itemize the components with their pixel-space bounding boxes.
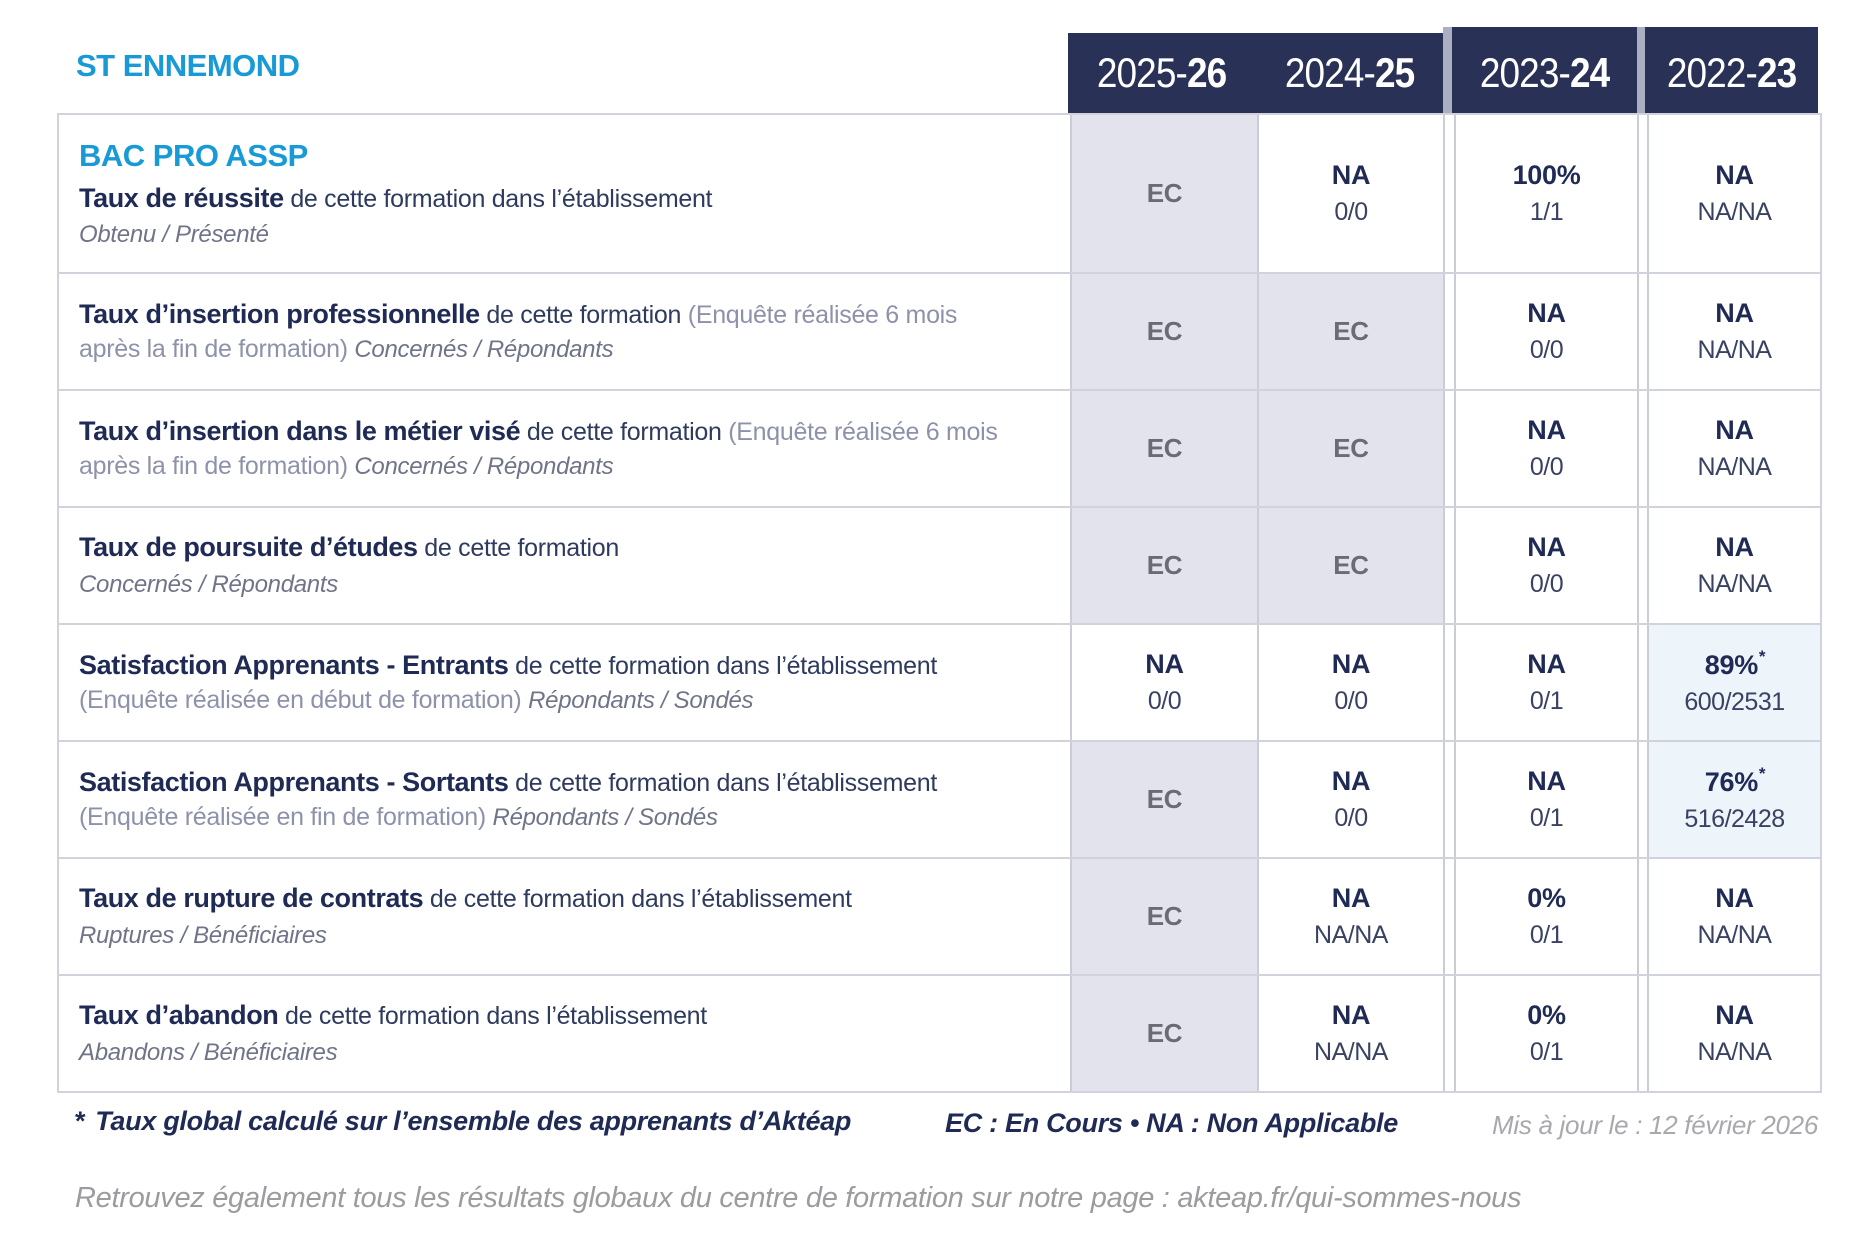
column-gutter <box>1445 859 1454 974</box>
column-gutter <box>1445 508 1454 623</box>
cell-sub-value: NA/NA <box>1697 453 1772 481</box>
table-row <box>59 115 1820 272</box>
value-cell <box>1647 625 1820 740</box>
value-cell <box>1647 274 1820 389</box>
cell-main-value: NA <box>1715 160 1754 190</box>
cell-main-value: 89%* <box>1704 646 1766 680</box>
cell-sub-value: NA/NA <box>1314 1038 1388 1066</box>
results-table <box>57 113 1822 1093</box>
row-label-text: Satisfaction Apprenants - Entrants de cette formation dans l’établissement (Enquête réalisée en début de formation) Répondants / Sondés <box>79 650 937 714</box>
cell-sub-value: NA/NA <box>1697 198 1772 226</box>
row-label-text: Taux d’insertion professionnelle de cette formation (Enquête réalisée 6 mois après la fin de formation) Concernés / Répondants <box>79 299 958 363</box>
cell-main-value: NA <box>1715 532 1754 562</box>
value-cell <box>1454 976 1639 1091</box>
asterisk: * <box>1758 646 1766 666</box>
column-gutter <box>1639 625 1647 740</box>
legend: EC : En Cours • NA : Non Applicable <box>945 1108 1398 1138</box>
cell-sub-value: 0/1 <box>1529 804 1564 832</box>
row-label-text: Satisfaction Apprenants - Sortants de cette formation dans l’établissement (Enquête réalisée en fin de formation) Répondants / Sondés <box>79 767 937 831</box>
value-cell <box>1454 859 1639 974</box>
value-cell <box>1257 115 1445 272</box>
column-gutter <box>1445 976 1454 1091</box>
row-label-text: Taux de poursuite d’études de cette formation <box>79 532 620 563</box>
cell-main-value: EC <box>1146 1018 1183 1048</box>
row-label <box>59 508 1070 623</box>
cell-main-value: EC <box>1333 550 1369 580</box>
value-cell <box>1454 274 1639 389</box>
column-gutter <box>1445 391 1454 506</box>
row-sublabel: Ruptures / Bénéficiaires <box>79 921 327 949</box>
asterisk: * <box>75 1106 86 1136</box>
footer-note: Retrouvez également tous les résultats globaux du centre de formation sur notre page : akteap.fr/qui-sommes-nous <box>75 1182 1522 1214</box>
cell-sub-value: 0/0 <box>1334 804 1368 832</box>
cell-sub-value: 0/0 <box>1334 687 1368 715</box>
value-cell <box>1070 625 1257 740</box>
table-row <box>59 623 1820 740</box>
cell-sub-value: 0/1 <box>1529 921 1564 949</box>
row-sublabel: Abandons / Bénéficiaires <box>79 1038 338 1066</box>
year-header-group <box>1068 33 1443 113</box>
column-gutter <box>1445 742 1454 857</box>
updated-date: Mis à jour le : 12 février 2026 <box>1492 1110 1818 1140</box>
header-divider <box>1637 27 1645 119</box>
row-label <box>59 625 1070 740</box>
footnote: * Taux global calculé sur l’ensemble des apprenants d’Aktéap <box>75 1106 852 1136</box>
row-label <box>59 115 1070 272</box>
cell-sub-value: 0/0 <box>1529 453 1564 481</box>
value-cell <box>1070 115 1257 272</box>
cell-main-value: EC <box>1146 784 1183 814</box>
cell-main-value: NA <box>1331 1000 1371 1030</box>
column-gutter <box>1445 115 1454 272</box>
cell-main-value: NA <box>1331 883 1371 913</box>
cell-sub-value: 0/1 <box>1529 1038 1564 1066</box>
year-header-2022-23: 2022-23 <box>1645 27 1818 119</box>
cell-sub-value: NA/NA <box>1697 336 1772 364</box>
cell-sub-value: 0/0 <box>1529 336 1564 364</box>
cell-sub-value: NA/NA <box>1314 921 1388 949</box>
row-sublabel: Obtenu / Présenté <box>79 221 269 249</box>
cell-main-value: EC <box>1146 178 1183 208</box>
cell-main-value: EC <box>1146 433 1183 463</box>
cell-main-value: EC <box>1333 433 1369 463</box>
column-gutter <box>1639 508 1647 623</box>
cell-main-value: 0% <box>1527 883 1566 913</box>
value-cell <box>1070 391 1257 506</box>
cell-main-value: NA <box>1715 1000 1754 1030</box>
cell-main-value: NA <box>1715 298 1754 328</box>
cell-main-value: NA <box>1715 883 1754 913</box>
value-cell <box>1647 391 1820 506</box>
value-cell <box>1647 742 1820 857</box>
table-row <box>59 740 1820 857</box>
value-cell <box>1070 508 1257 623</box>
column-gutter <box>1639 742 1647 857</box>
column-gutter <box>1639 859 1647 974</box>
cell-sub-value: NA/NA <box>1697 570 1772 598</box>
program-title: BAC PRO ASSP <box>79 137 308 173</box>
cell-sub-value: 0/0 <box>1334 198 1368 226</box>
school-title: ST ENNEMOND <box>76 48 300 83</box>
cell-main-value: 0% <box>1527 1000 1566 1030</box>
value-cell <box>1070 274 1257 389</box>
value-cell <box>1454 508 1639 623</box>
cell-main-value: EC <box>1146 901 1183 931</box>
akteap-link[interactable]: akteap.fr/qui-sommes-nous <box>1177 1182 1522 1214</box>
table-row <box>59 857 1820 974</box>
row-label <box>59 859 1070 974</box>
column-gutter <box>1639 976 1647 1091</box>
value-cell <box>1257 391 1445 506</box>
row-sublabel: Concernés / Répondants <box>79 570 338 598</box>
cell-main-value: EC <box>1146 550 1183 580</box>
table-row <box>59 389 1820 506</box>
table-row <box>59 974 1820 1091</box>
table-row <box>59 506 1820 623</box>
cell-main-value: NA <box>1331 160 1371 190</box>
value-cell <box>1257 976 1445 1091</box>
cell-main-value: NA <box>1715 415 1754 445</box>
cell-main-value: NA <box>1527 415 1566 445</box>
cell-main-value: EC <box>1333 316 1369 346</box>
cell-main-value: NA <box>1331 766 1371 796</box>
cell-main-value: NA <box>1527 532 1566 562</box>
value-cell <box>1257 274 1445 389</box>
row-label-text: Taux de rupture de contrats de cette formation dans l’établissement <box>79 883 852 914</box>
row-label-text: Taux d’insertion dans le métier visé de cette formation (Enquête réalisée 6 mois après la fin de formation) Concernés / Répondants <box>79 416 998 480</box>
value-cell <box>1647 859 1820 974</box>
year-header-2023-24: 2023-24 <box>1452 27 1637 119</box>
column-gutter <box>1445 625 1454 740</box>
value-cell <box>1257 859 1445 974</box>
value-cell <box>1070 859 1257 974</box>
value-cell <box>1647 976 1820 1091</box>
cell-sub-value: 600/2531 <box>1684 687 1785 716</box>
value-cell <box>1454 115 1639 272</box>
cell-sub-value: 1/1 <box>1529 198 1564 226</box>
cell-sub-value: 0/1 <box>1529 687 1564 715</box>
row-label <box>59 274 1070 389</box>
value-cell <box>1257 625 1445 740</box>
header-divider <box>1443 27 1452 119</box>
cell-main-value: EC <box>1146 316 1183 346</box>
cell-main-value: 100% <box>1512 160 1581 190</box>
row-label <box>59 976 1070 1091</box>
row-label-text: Taux de réussite de cette formation dans l’établissement <box>79 182 713 213</box>
value-cell <box>1257 508 1445 623</box>
cell-sub-value: NA/NA <box>1697 1038 1772 1066</box>
cell-main-value: NA <box>1527 649 1566 679</box>
row-label <box>59 742 1070 857</box>
value-cell <box>1454 625 1639 740</box>
cell-main-value: NA <box>1331 649 1371 679</box>
cell-main-value: NA <box>1527 766 1566 796</box>
table-row <box>59 272 1820 389</box>
asterisk: * <box>1758 763 1766 783</box>
row-label <box>59 391 1070 506</box>
column-gutter <box>1639 274 1647 389</box>
cell-main-value: NA <box>1145 649 1184 679</box>
cell-sub-value: NA/NA <box>1697 921 1772 949</box>
column-gutter <box>1639 391 1647 506</box>
row-label-text: Taux d’abandon de cette formation dans l’établissement <box>79 1000 707 1031</box>
year-header-2025-26: 2025-26 <box>1097 49 1227 96</box>
value-cell <box>1454 391 1639 506</box>
value-cell <box>1257 742 1445 857</box>
cell-main-value: 76%* <box>1704 763 1766 797</box>
value-cell <box>1647 508 1820 623</box>
year-header-2024-25: 2024-25 <box>1284 49 1414 96</box>
cell-sub-value: 516/2428 <box>1684 804 1785 833</box>
cell-sub-value: 0/0 <box>1147 687 1182 715</box>
column-gutter <box>1639 115 1647 272</box>
value-cell <box>1070 976 1257 1091</box>
value-cell <box>1070 742 1257 857</box>
value-cell <box>1647 115 1820 272</box>
column-gutter <box>1445 274 1454 389</box>
cell-sub-value: 0/0 <box>1529 570 1564 598</box>
value-cell <box>1454 742 1639 857</box>
cell-main-value: NA <box>1527 298 1566 328</box>
